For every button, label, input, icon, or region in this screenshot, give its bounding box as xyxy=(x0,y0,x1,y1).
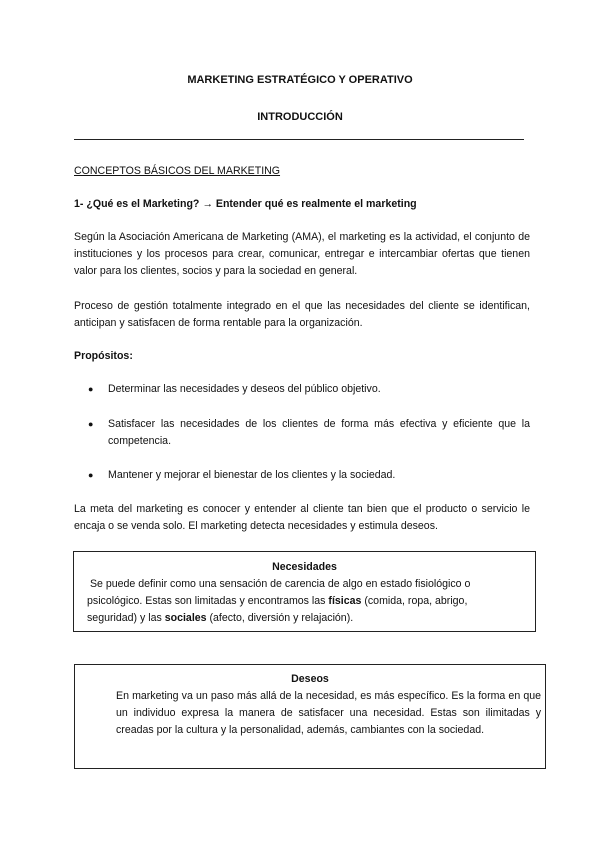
document-title: MARKETING ESTRATÉGICO Y OPERATIVO xyxy=(187,74,413,86)
needs-text: seguridad) y las xyxy=(87,612,165,624)
list-item-text: Determinar las necesidades y deseos del público objetivo. xyxy=(108,383,381,395)
needs-box xyxy=(73,551,536,632)
section-heading: CONCEPTOS BÁSICOS DEL MARKETING xyxy=(74,165,281,177)
list-item xyxy=(88,416,530,450)
horizontal-divider xyxy=(74,139,524,140)
needs-bold-physical: físicas xyxy=(328,595,362,607)
list-item xyxy=(88,467,530,484)
needs-text: psicológico. Estas son limitadas y encontramos las xyxy=(87,595,329,607)
bullet-icon: ● xyxy=(88,384,94,394)
needs-text: (comida, ropa, abrigo, xyxy=(361,595,468,607)
needs-box-line-1: Se puede definir como una sensación de carencia de algo en estado fisiológico o xyxy=(87,578,471,590)
needs-box-line-2 xyxy=(74,593,535,610)
needs-text: (afecto, diversión y relajación). xyxy=(206,612,354,624)
needs-box-title: Necesidades xyxy=(272,561,337,573)
list-item xyxy=(88,381,530,398)
desires-box-title: Deseos xyxy=(291,673,329,685)
bullet-icon: ● xyxy=(88,419,94,429)
bullet-icon: ● xyxy=(88,470,94,480)
needs-box-line-3 xyxy=(74,610,535,627)
document-subtitle: INTRODUCCIÓN xyxy=(257,111,343,123)
purposes-heading: Propósitos: xyxy=(74,350,133,362)
desires-box-body: En marketing va un paso más allá de la necesidad, es más específico. Es la forma en que un individuo expresa la manera de satisfacer una necesidad. Estas son ilimitadas y creadas por la cultura y la personalidad, además, cambiantes con la sociedad. xyxy=(116,690,541,736)
list-item-text: Mantener y mejorar el bienestar de los clientes y la sociedad. xyxy=(108,469,396,481)
desires-box xyxy=(74,664,546,769)
question-heading: 1- ¿Qué es el Marketing? → Entender qué es realmente el marketing xyxy=(74,198,417,210)
list-item-text: Satisfacer las necesidades de los clientes de forma más efectiva y eficiente que la competencia. xyxy=(108,418,530,447)
ama-definition-paragraph: Según la Asociación Americana de Marketing (AMA), el marketing es la actividad, el conjunto de instituciones y los procesos para crear, comunicar, entregar e intercambiar ofertas que tienen valor para los clientes, socios y para la sociedad en general. xyxy=(74,231,530,277)
goal-paragraph: La meta del marketing es conocer y entender al cliente tan bien que el producto o servicio le encaja o se venda solo. El marketing detecta necesidades y estimula deseos. xyxy=(74,503,530,532)
process-paragraph: Proceso de gestión totalmente integrado en el que las necesidades del cliente se identifican, anticipan y satisfacen de forma rentable para la organización. xyxy=(74,300,530,329)
needs-bold-social: sociales xyxy=(164,612,207,624)
